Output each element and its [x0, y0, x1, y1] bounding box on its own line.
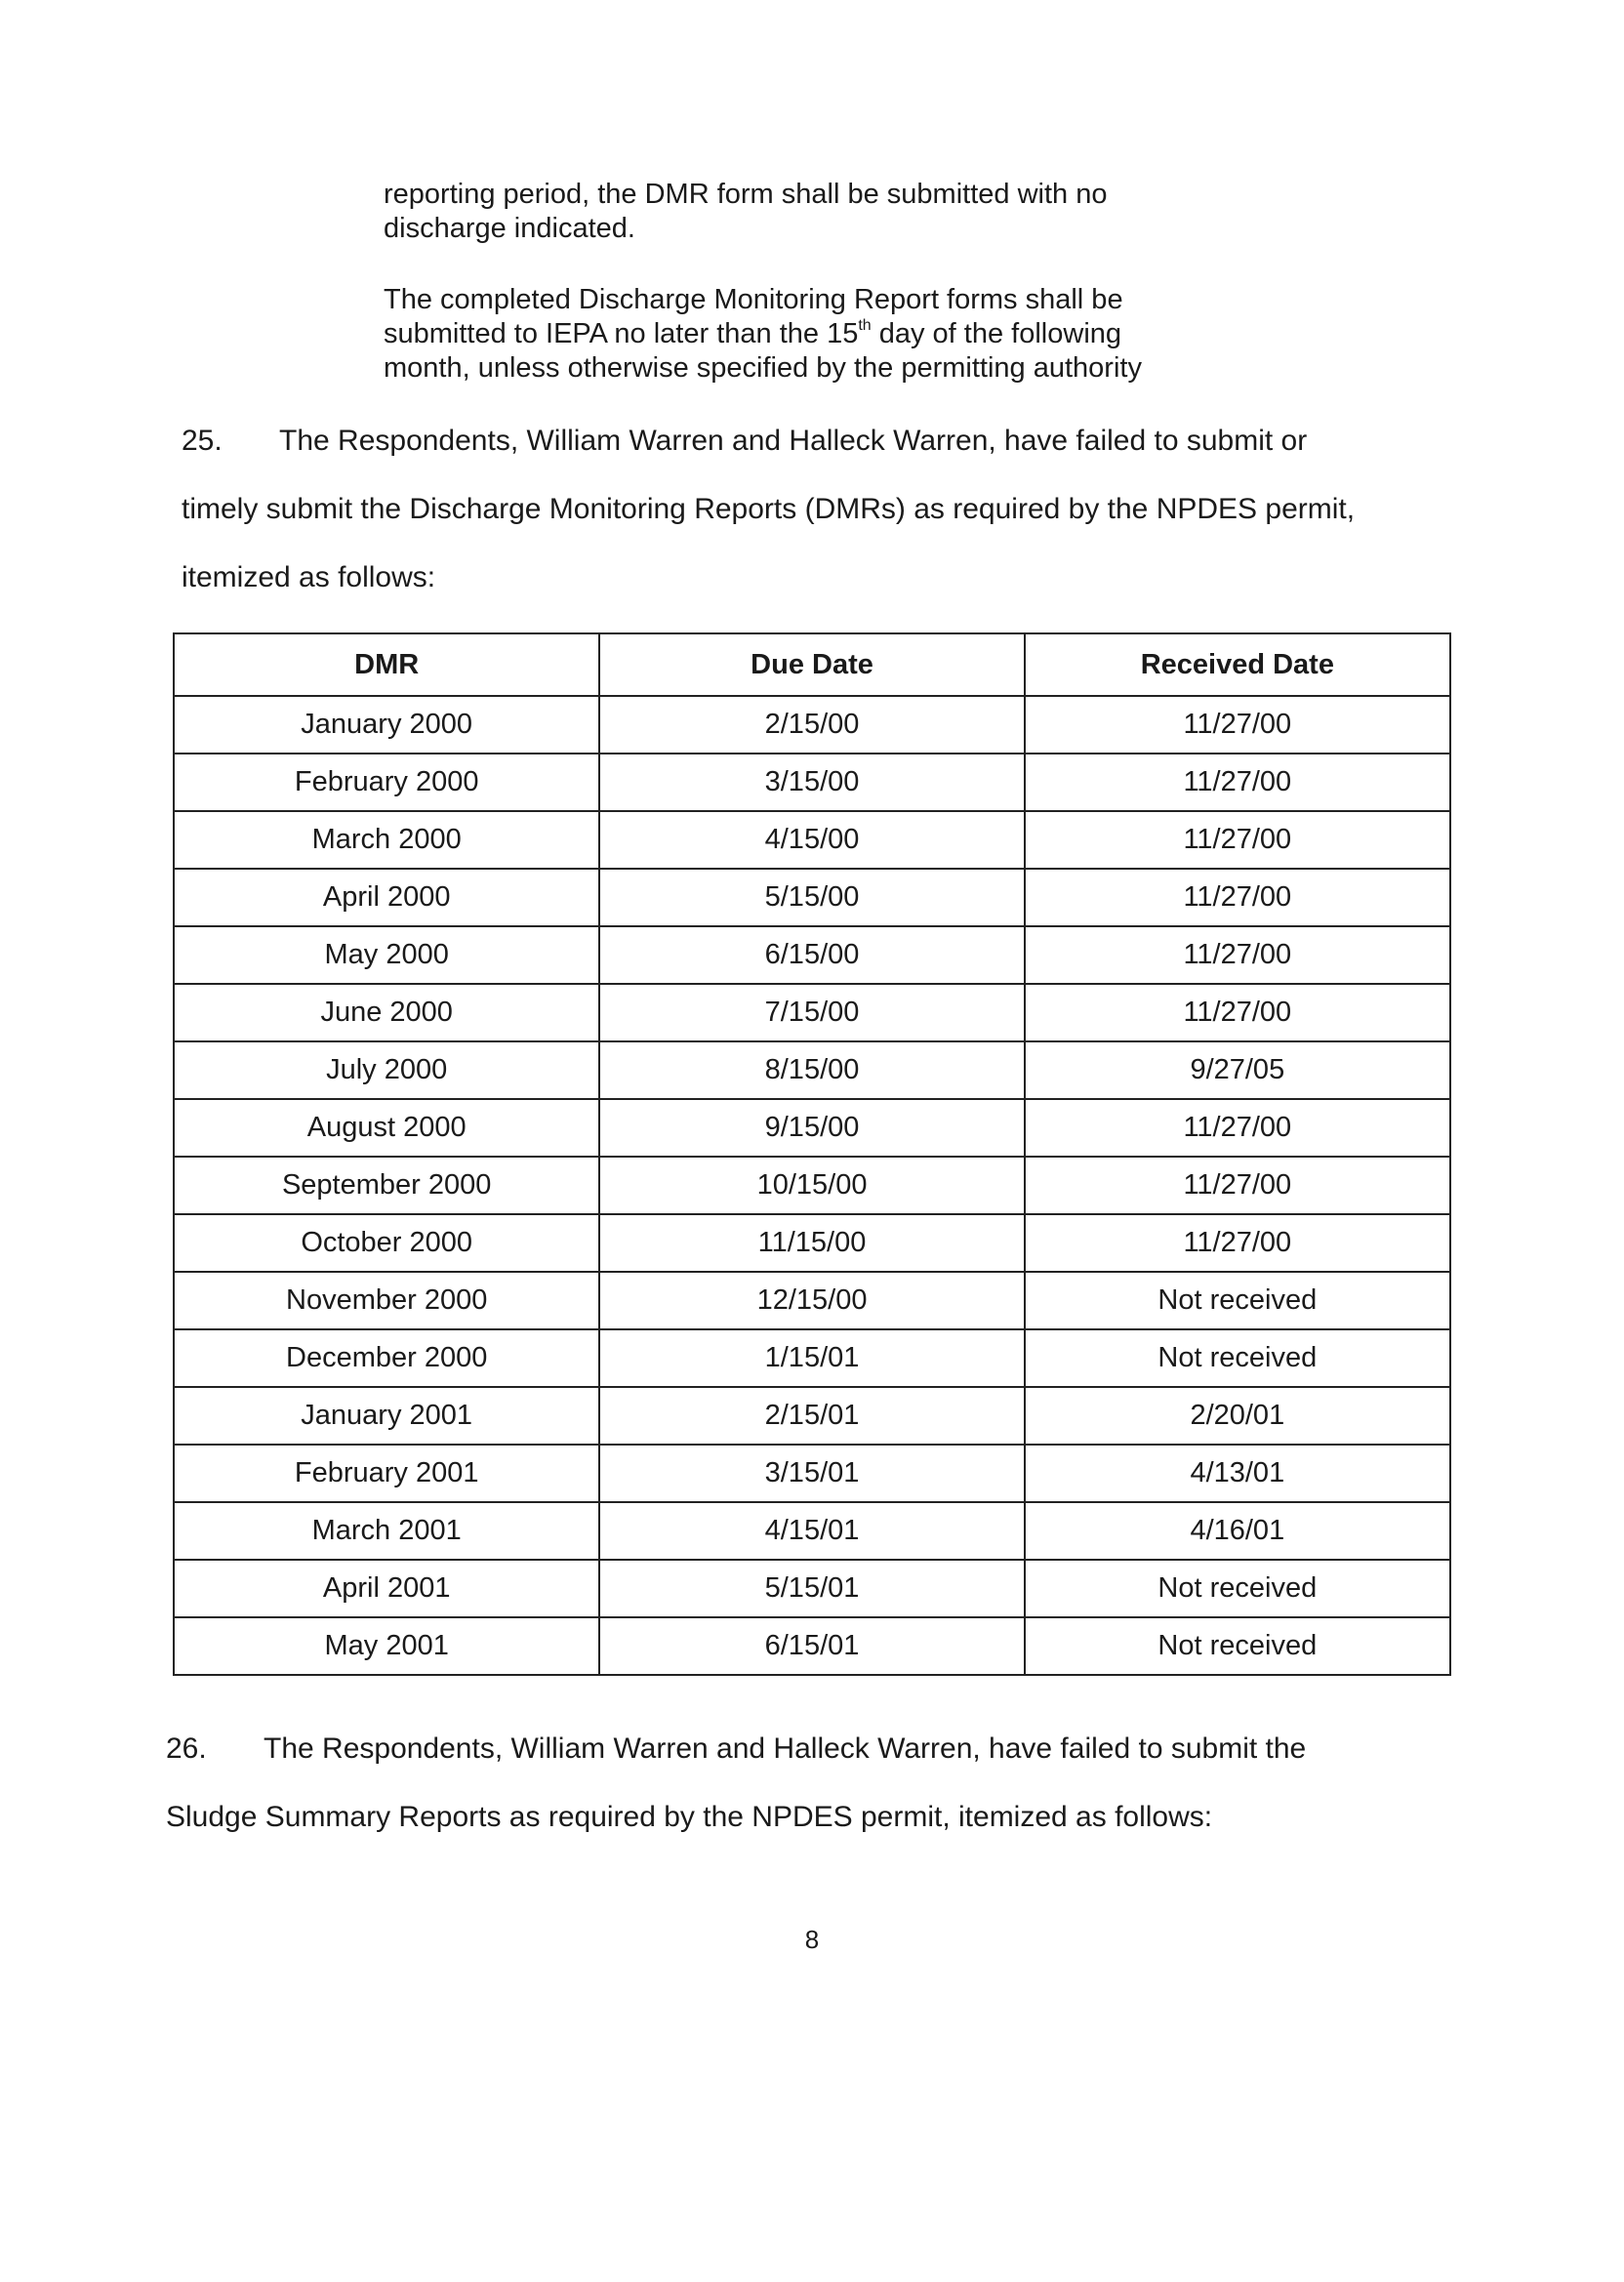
cell-due-date: 3/15/00 — [599, 754, 1024, 811]
paragraph-number: 25. — [182, 425, 223, 457]
cell-due-date: 4/15/01 — [599, 1502, 1024, 1560]
cell-due-date: 12/15/00 — [599, 1272, 1024, 1329]
paragraph-line: 25. The Respondents, William Warren and Halleck Warren, have failed to submit or — [182, 407, 1480, 475]
cell-dmr: May 2000 — [174, 926, 599, 984]
cell-received-date: 11/27/00 — [1025, 811, 1450, 869]
cell-received-date: Not received — [1025, 1329, 1450, 1387]
cell-received-date: 11/27/00 — [1025, 869, 1450, 926]
cell-received-date: Not received — [1025, 1272, 1450, 1329]
cell-due-date: 2/15/01 — [599, 1387, 1024, 1445]
quoted-condition-part1 — [384, 178, 1213, 246]
paragraph-number: 26. — [166, 1732, 207, 1765]
cell-received-date: 11/27/00 — [1025, 1099, 1450, 1157]
table-row — [174, 696, 1450, 754]
cell-due-date: 5/15/01 — [599, 1560, 1024, 1617]
cell-due-date: 7/15/00 — [599, 984, 1024, 1041]
cell-received-date: 4/13/01 — [1025, 1445, 1450, 1502]
cell-due-date: 5/15/00 — [599, 869, 1024, 926]
cell-dmr: September 2000 — [174, 1157, 599, 1214]
cell-due-date: 8/15/00 — [599, 1041, 1024, 1099]
table-body — [174, 696, 1450, 1675]
cell-received-date: 11/27/00 — [1025, 754, 1450, 811]
cell-received-date: 11/27/00 — [1025, 1214, 1450, 1272]
cell-dmr: March 2000 — [174, 811, 599, 869]
column-header-due-date: Due Date — [599, 633, 1024, 696]
table-row — [174, 754, 1450, 811]
table-row — [174, 984, 1450, 1041]
cell-dmr: March 2001 — [174, 1502, 599, 1560]
table-row — [174, 1041, 1450, 1099]
cell-due-date: 4/15/00 — [599, 811, 1024, 869]
cell-received-date: 11/27/00 — [1025, 926, 1450, 984]
column-header-dmr: DMR — [174, 633, 599, 696]
table-header-row — [174, 633, 1450, 696]
cell-due-date: 3/15/01 — [599, 1445, 1024, 1502]
table-row — [174, 1099, 1450, 1157]
cell-dmr: May 2001 — [174, 1617, 599, 1675]
cell-due-date: 1/15/01 — [599, 1329, 1024, 1387]
quote-line: discharge indicated. — [384, 213, 635, 244]
quote-line: reporting period, the DMR form shall be submitted with no — [384, 179, 1108, 210]
cell-dmr: April 2001 — [174, 1560, 599, 1617]
cell-dmr: October 2000 — [174, 1214, 599, 1272]
paragraph-26 — [166, 1715, 1464, 1852]
cell-due-date: 11/15/00 — [599, 1214, 1024, 1272]
cell-due-date: 2/15/00 — [599, 696, 1024, 754]
cell-received-date: 11/27/00 — [1025, 984, 1450, 1041]
paragraph-25 — [182, 407, 1480, 612]
quote-line: The completed Discharge Monitoring Report forms shall be — [384, 284, 1123, 315]
cell-received-date: 11/27/00 — [1025, 1157, 1450, 1214]
cell-received-date: Not received — [1025, 1560, 1450, 1617]
table-row — [174, 1617, 1450, 1675]
page-number: 8 — [804, 1925, 820, 1954]
table-row — [174, 926, 1450, 984]
paragraph-line: itemized as follows: — [182, 561, 436, 593]
table-row — [174, 1445, 1450, 1502]
table-row — [174, 1502, 1450, 1560]
cell-due-date: 9/15/00 — [599, 1099, 1024, 1157]
dmr-table — [173, 632, 1451, 1676]
table-row — [174, 1329, 1450, 1387]
table-row — [174, 811, 1450, 869]
table-row — [174, 1214, 1450, 1272]
cell-received-date: Not received — [1025, 1617, 1450, 1675]
quote-line: month, unless otherwise specified by the permitting authority — [384, 352, 1142, 384]
cell-dmr: January 2001 — [174, 1387, 599, 1445]
table-row — [174, 1387, 1450, 1445]
paragraph-line: 26. The Respondents, William Warren and Halleck Warren, have failed to submit the — [166, 1715, 1464, 1783]
table-row — [174, 869, 1450, 926]
cell-due-date: 6/15/01 — [599, 1617, 1024, 1675]
cell-due-date: 10/15/00 — [599, 1157, 1024, 1214]
cell-dmr: July 2000 — [174, 1041, 599, 1099]
paragraph-line: timely submit the Discharge Monitoring Reports (DMRs) as required by the NPDES permit, — [182, 493, 1356, 525]
cell-dmr: January 2000 — [174, 696, 599, 754]
cell-received-date: 11/27/00 — [1025, 696, 1450, 754]
cell-dmr: April 2000 — [174, 869, 599, 926]
quoted-condition-part2 — [384, 283, 1213, 386]
paragraph-line: Sludge Summary Reports as required by the NPDES permit, itemized as follows: — [166, 1801, 1213, 1833]
cell-due-date: 6/15/00 — [599, 926, 1024, 984]
cell-dmr: June 2000 — [174, 984, 599, 1041]
cell-dmr: February 2000 — [174, 754, 599, 811]
table-row — [174, 1560, 1450, 1617]
cell-dmr: February 2001 — [174, 1445, 599, 1502]
table-row — [174, 1157, 1450, 1214]
cell-dmr: December 2000 — [174, 1329, 599, 1387]
cell-received-date: 9/27/05 — [1025, 1041, 1450, 1099]
column-header-received-date: Received Date — [1025, 633, 1450, 696]
table-row — [174, 1272, 1450, 1329]
cell-dmr: August 2000 — [174, 1099, 599, 1157]
cell-dmr: November 2000 — [174, 1272, 599, 1329]
cell-received-date: 2/20/01 — [1025, 1387, 1450, 1445]
quote-line: submitted to IEPA no later than the 15th day of the following — [384, 317, 1122, 349]
cell-received-date: 4/16/01 — [1025, 1502, 1450, 1560]
